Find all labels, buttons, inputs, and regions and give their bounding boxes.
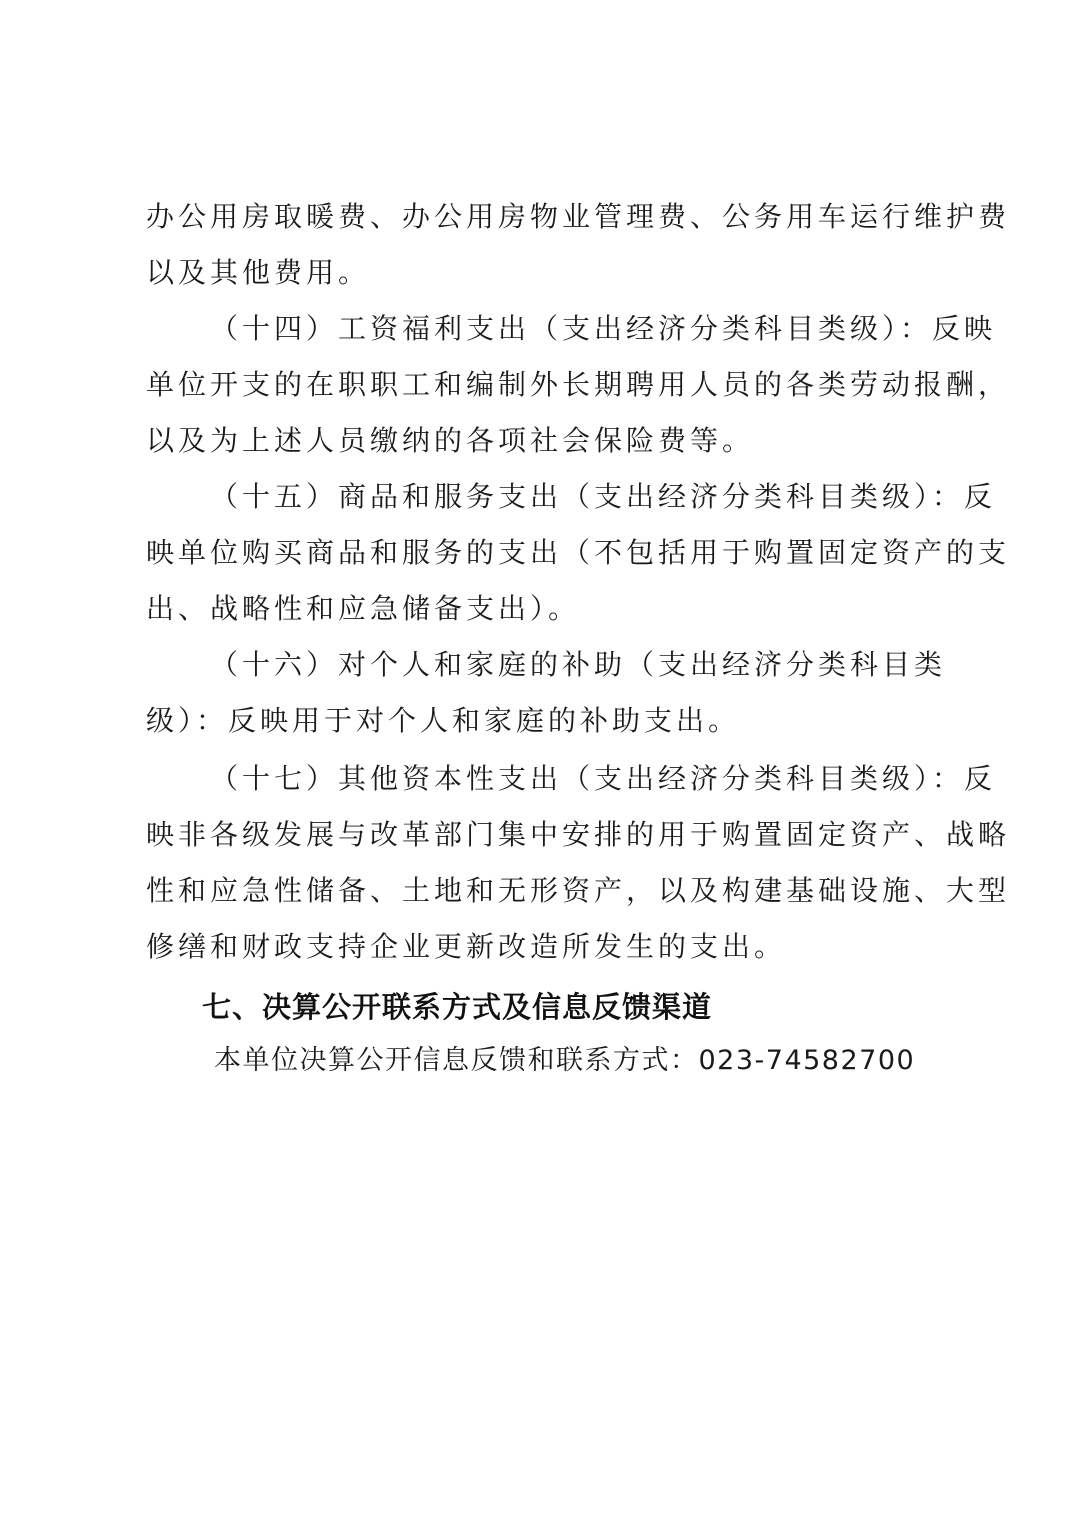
contact-line: 本单位决算公开信息反馈和联系方式：023-74582700 <box>214 1045 916 1076</box>
paragraph-start-line: （十五）商品和服务支出（支出经济分类科目类级）：反 <box>210 480 997 513</box>
paragraph-start-line: （十七）其他资本性支出（支出经济分类科目类级）：反 <box>210 762 997 795</box>
text-line: 以及其他费用。 <box>146 256 371 289</box>
text-line: 以及为上述人员缴纳的各项社会保险费等。 <box>146 424 755 457</box>
paragraph-start-line: （十六）对个人和家庭的补助（支出经济分类科目类 <box>210 648 947 681</box>
text-line: 级）：反映用于对个人和家庭的补助支出。 <box>146 704 741 737</box>
text-line: 办公用房取暖费、办公用房物业管理费、公务用车运行维护费 <box>146 200 1011 233</box>
text-line: 映单位购买商品和服务的支出（不包括用于购置固定资产的支 <box>146 536 1011 569</box>
section-heading: 七、决算公开联系方式及信息反馈渠道 <box>202 990 713 1024</box>
text-line: 修缮和财政支持企业更新改造所发生的支出。 <box>146 930 787 963</box>
text-line: 性和应急性储备、土地和无形资产，以及构建基础设施、大型 <box>146 874 1011 907</box>
text-line: 单位开支的在职职工和编制外长期聘用人员的各类劳动报酬， <box>146 368 1011 401</box>
text-line: 出、战略性和应急储备支出）。 <box>146 592 581 625</box>
text-line: 映非各级发展与改革部门集中安排的用于购置固定资产、战略 <box>146 818 1011 851</box>
paragraph-start-line: （十四）工资福利支出（支出经济分类科目类级）：反映 <box>210 312 997 345</box>
